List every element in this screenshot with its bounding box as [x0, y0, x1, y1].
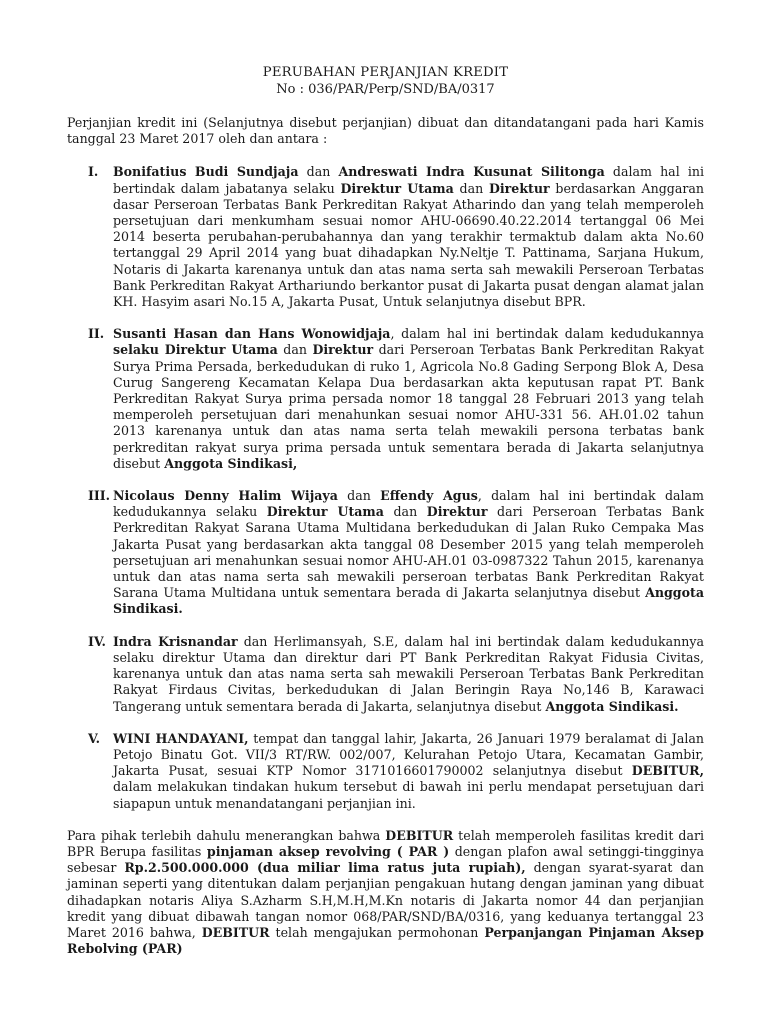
party-segment-bold-text: Andreswati Indra Kusunat Silitonga [338, 164, 605, 180]
party-segment-text: dan [383, 504, 427, 520]
party-segment-text: dari Perseroan Terbatas Bank Perkreditan Rakyat Sarana Utama Multidana berkedudukan di Jalan Ruko Cempaka Mas Jakarta Pusat yang berdasarkan akta tanggal 08 Desember 2015 yang telah memperoleh persetujuan ari menahunkan sesuai nomor AHU-AH.01 03-0987322 Tahun 2015, karenanya untuk dan atas nama serta sah mewakili perseroan terbatas Bank Perkreditan Rakyat Sarana Utama Multidana untuk sementara berada di Jakarta selanjutnya disebut [113, 504, 704, 601]
closing-segment-text: dengan plafon awal setinggi-tingginya sebesar [67, 843, 704, 876]
party-body [113, 634, 704, 715]
intro-paragraph: Perjanjian kredit ini (Selanjutnya disebut perjanjian) dibuat dan ditandatangani pada hari Kamis tanggal 23 Maret 2017 oleh dan antara : [67, 115, 704, 147]
party-segment-bold-text: Direktur [488, 180, 550, 196]
closing-segment-bold-text: Rp.2.500.000.000 (dua miliar lima ratus juta rupiah), [124, 860, 526, 876]
party-segment-bold-text: Anggota Sindikasi, [164, 455, 298, 471]
party-body [113, 731, 704, 812]
party-item [67, 731, 704, 812]
party-segment-bold-text: selaku Direktur Utama [113, 342, 278, 358]
party-segment-bold-text: Direktur [426, 504, 488, 520]
party-segment-text: dan [453, 180, 489, 196]
closing-paragraph [67, 828, 704, 958]
party-segment-bold-text: Indra Krisnandar [113, 633, 238, 649]
party-segment-text: dan [277, 342, 313, 358]
party-item [67, 634, 704, 715]
party-item [67, 488, 704, 618]
party-segment-bold-text: Direktur Utama [266, 504, 384, 520]
parties-list [67, 164, 704, 811]
closing-segment-text: dengan syarat-syarat dan jaminan seperti yang ditentukan dalam perjanjian pengakuan hutang dengan jaminan yang dibuat dihadapkan notaris Aliya S.Azharm S.H,M.H,M.Kn notaris di Jakarta nomor 44 dan perjanjian kredit yang dibuat dibawah tangan nomor 068/PAR/SND/BA/0316, yang keduanya tertanggal 23 Maret 2016 bahwa, [67, 860, 704, 940]
party-number: III. [88, 488, 111, 504]
closing-segment-bold-text: pinjaman aksep revolving ( PAR ) [206, 843, 450, 859]
party-segment-bold-text: Anggota Sindikasi. [545, 698, 679, 714]
document-title: PERUBAHAN PERJANJIAN KREDIT [262, 65, 509, 80]
closing-segment-text: telah mengajukan permohonan [269, 924, 485, 940]
party-item [67, 326, 704, 472]
document-number: No : 036/PAR/Perp/SND/BA/0317 [276, 82, 495, 97]
party-number: IV. [88, 633, 106, 649]
party-segment-text: , dalam hal ini bertindak dalam kedudukannya [390, 326, 704, 342]
party-segment-text: dan [337, 488, 381, 504]
party-segment-bold-text: WINI HANDAYANI, [113, 730, 249, 746]
party-segment-text: berdasarkan Anggaran dasar Perseroan Terbatas Bank Perkreditan Rakyat Atharindo dan yang telah memperoleh persetujuan dari menkumham sesuai nomor AHU-06690.40.22.2014 tertanggal 06 Mei 2014 beserta perubahan-perubahannya dan yang terakhir termaktub dalam akta No.60 tertanggal 29 April 2014 yang buat dihadapkan Ny.Neltje T. Pattinama, Sarjana Hukum, Notaris di Jakarta karenanya untuk dan atas nama serta sah mewakili Perseroan Terbatas Bank Perkreditan Rakyat Arthariundo berkantor pusat di Jakarta pusat dengan alamat jalan KH. Hasyim asari No.15 A, Jakarta Pusat, Untuk selanjutnya disebut BPR. [113, 180, 704, 310]
party-segment-bold-text: DEBITUR, [631, 763, 704, 779]
party-body [113, 326, 704, 472]
party-segment-bold-text: Nicolaus Denny Halim Wijaya [113, 488, 338, 504]
party-segment-text: tempat dan tanggal lahir, Jakarta, 26 Januari 1979 beralamat di Jalan Petojo Binatu Got. VII/3 RT/RW. 002/007, Kelurahan Petojo Utara, Kecamatan Gambir, Jakarta Pusat, sesuai KTP Nomor 3171016601790002 selanjutnya disebut [113, 730, 704, 779]
party-segment-text: dan Herlimansyah, S.E, dalam hal ini bertindak dalam kedudukannya selaku direktur Utama dan direktur dari PT Bank Perkreditan Rakyat Fidusia Civitas, karenanya untuk dan atas nama serta sah mewakili Perseroan Terbatas Bank Perkreditan Rakyat Firdaus Civitas, berkedudukan di Jalan Beringin Raya No,146 B, Karawaci Tangerang untuk sementara berada di Jakarta, selanjutnya disebut [113, 633, 705, 714]
party-segment-text: , dalam hal ini bertindak dalam kedudukannya selaku [113, 488, 704, 520]
party-segment-bold-text: Effendy Agus [380, 488, 478, 504]
party-segment-text: dan [298, 164, 339, 180]
party-segment-bold-text: Bonifatius Budi Sundjaja [113, 164, 299, 180]
party-body [113, 164, 704, 310]
party-body [113, 488, 704, 618]
party-number: I. [88, 164, 99, 180]
closing-segment-text: telah memperoleh fasilitas kredit dari BPR Berupa fasilitas [67, 827, 704, 859]
party-segment-text: dalam melakukan tindakan hukum tersebut di bawah ini perlu mendapat persetujuan dari siapapun untuk menandatangani perjanjian ini. [113, 779, 704, 811]
party-segment-text: dalam hal ini bertindak dalam jabatanya selaku [113, 164, 705, 196]
closing-segment-text: Para pihak terlebih dahulu menerangkan bahwa [67, 827, 386, 843]
party-segment-bold-text: Anggota Sindikasi. [113, 585, 704, 617]
party-segment-bold-text: Susanti Hasan dan Hans Wonowidjaja [113, 326, 391, 342]
party-item [67, 164, 704, 310]
party-segment-text: dari Perseroan Terbatas Bank Perkreditan Rakyat Surya Prima Persada, berkedudukan di ruko 1, Agricola No.8 Gading Serpong Blok A, Desa Curug Sangereng Kecamatan Kelapa Dua berdasarkan akta keputusan rapat PT. Bank Perkreditan Rakyat Surya prima persada nomor 18 tanggal 28 Februari 2013 yang telah memperoleh persetujuan dari menahunkan sesuai nomor AHU-331 56. AH.01.02 tahun 2013 karenanya untuk dan atas nama serta telah mewakili persona terbatas bank perkreditan rakyat surya prima persada untuk sementara berada di Jakarta selanjutnya disebut [113, 342, 704, 471]
party-segment-bold-text: Direktur Utama [340, 180, 454, 196]
closing-segment-bold-text: DEBITUR [201, 924, 270, 940]
party-segment-bold-text: Direktur [312, 342, 374, 358]
closing-segment-bold-text: DEBITUR [385, 827, 454, 843]
closing-segment-bold-text: Perpanjangan Pinjaman Aksep Rebolving (PAR) [67, 924, 704, 957]
party-number: V. [88, 730, 100, 746]
party-number: II. [88, 326, 105, 342]
